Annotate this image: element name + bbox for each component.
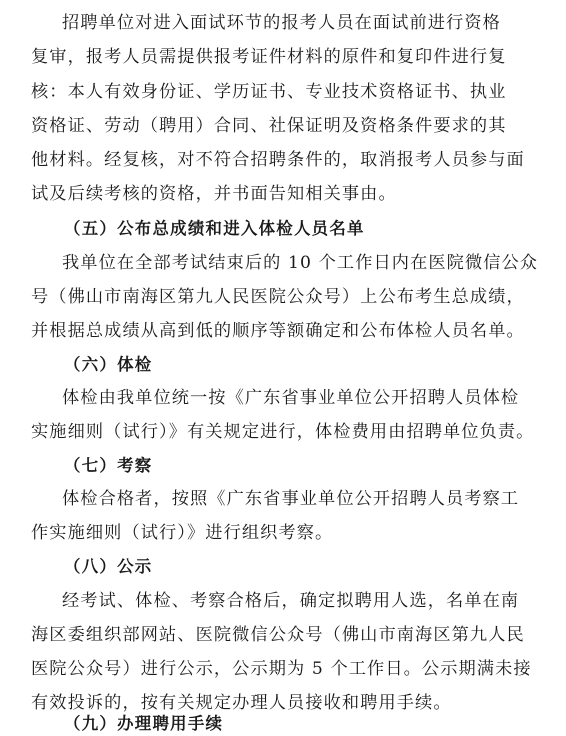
section-line: 海区委组织部网站、医院微信公众号（佛山市南海区第九人民 <box>31 625 525 645</box>
section-line: 号（佛山市南海区第九人民医院公众号）上公布考生总成绩， <box>31 287 525 307</box>
section-line: 体检由我单位统一按《广东省事业单位公开招聘人员体检 <box>62 388 520 408</box>
paragraph-line: 试及后续考核的资格，并书面告知相关事由。 <box>31 184 397 204</box>
section-line: 有效投诉的，按有关规定办理人员接收和聘用手续。 <box>31 693 452 713</box>
section-heading: （八）公示 <box>64 557 153 576</box>
paragraph-line: 招聘单位对进入面试环节的报考人员在面试前进行资格 <box>62 13 501 33</box>
paragraph-line: 资格证、劳动（聘用）合同、社保证明及资格条件要求的其 <box>31 116 507 136</box>
section-heading: （七）考察 <box>64 456 153 475</box>
section-heading: （六）体检 <box>64 355 153 374</box>
section-line: 实施细则（试行）》有关规定进行，体检费用由招聘单位负责。 <box>31 422 535 442</box>
paragraph-line: 核：本人有效身份证、学历证书、专业技术资格证书、执业 <box>31 82 507 102</box>
section-line: 作实施细则（试行）》进行组织考察。 <box>31 523 334 543</box>
section-heading: （五）公布总成绩和进入体检人员名单 <box>64 219 365 238</box>
paragraph-line: 他材料。经复核，对不符合招聘条件的，取消报考人员参与面 <box>31 150 525 170</box>
section-line: 我单位在全部考试结束后的 10 个工作日内在医院微信公众 <box>62 253 539 273</box>
section-heading: （九）办理聘用手续 <box>64 714 224 733</box>
section-line: 经考试、体检、考察合格后，确定拟聘用人选，名单在南 <box>62 591 520 611</box>
section-line: 并根据总成绩从高到低的顺序等额确定和公布体检人员名单。 <box>31 321 525 341</box>
paragraph-line: 复审，报考人员需提供报考证件材料的原件和复印件进行复 <box>31 47 507 67</box>
section-line: 医院公众号）进行公示，公示期为 5 个工作日。公示期满未接 <box>31 659 532 679</box>
section-line: 体检合格者，按照《广东省事业单位公开招聘人员考察工 <box>62 489 520 509</box>
